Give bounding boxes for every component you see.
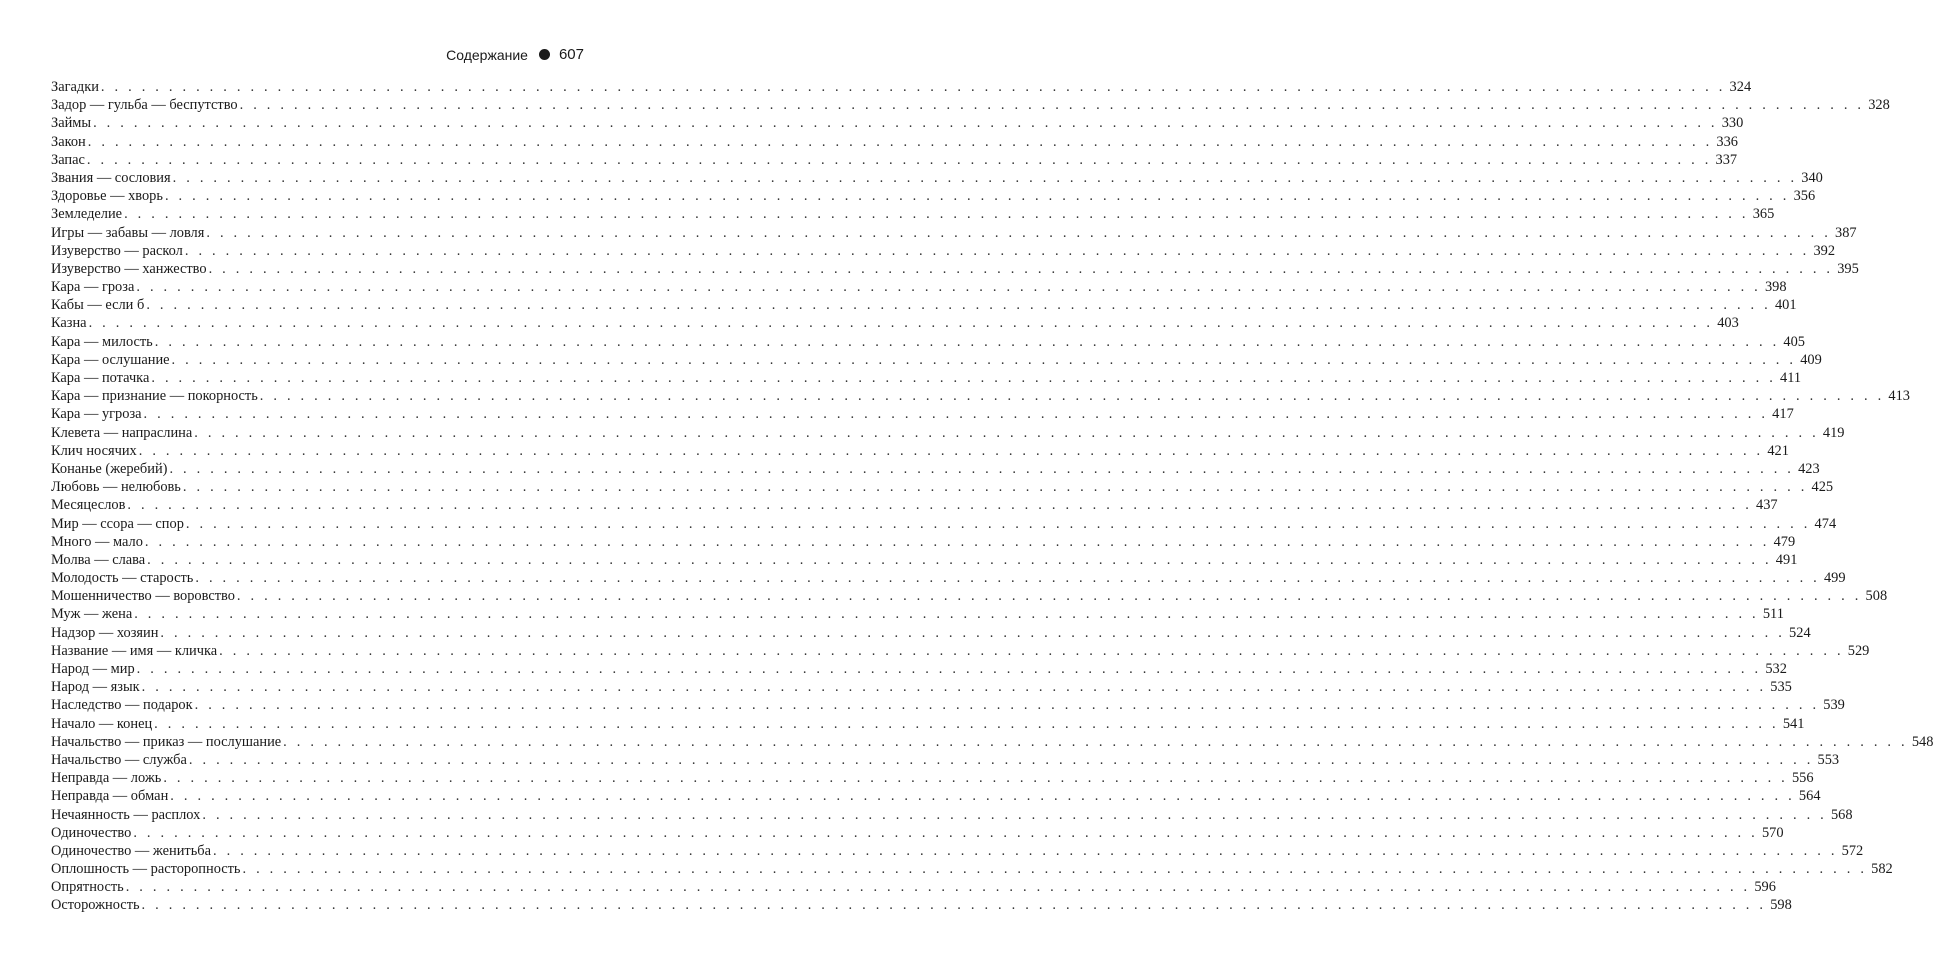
dot-leader: . . . . . . . . . . . . . . . . . . . . . . . . . . . . . . . . . . . . . . . . . . . . . . . . . . . . . . . . . . . . . . . . . . . . . . . . . . . . . . . . . . . . . . . . . . . . . . . . . . . . . . . . . . . . . . . . . . . . . . . .	[144, 533, 1770, 550]
toc-entry-page: 541	[1782, 715, 1805, 732]
toc-entry-title: Кара — милость	[51, 333, 153, 350]
dot-leader: . . . . . . . . . . . . . . . . . . . . . . . . . . . . . . . . . . . . . . . . . . . . . . . . . . . . . . . . . . . . . . . . . . . . . . . . . . . . . . . . . . . . . . . . . . . . . . . . . . . . . . . . . . . . . . . . . . . . . . . .	[147, 551, 1772, 568]
toc-entry	[51, 605, 1784, 623]
toc-entry	[51, 478, 1834, 496]
toc-entry-title: Задор — гульба — беспутство	[51, 97, 238, 114]
toc-entry	[51, 278, 1787, 296]
toc-entry-page: 532	[1765, 661, 1787, 677]
toc-entry-title: Игры — забавы — ловля	[51, 224, 205, 241]
toc-entry	[51, 187, 1816, 205]
toc-entry-page: 423	[1798, 460, 1820, 477]
toc-entry-title: Звания — сословия	[51, 169, 171, 186]
toc-entry-title: Кара — ослушание	[51, 351, 170, 368]
dot-leader: . . . . . . . . . . . . . . . . . . . . . . . . . . . . . . . . . . . . . . . . . . . . . . . . . . . . . . . . . . . . . . . . . . . . . . . . . . . . . . . . . . . . . . . . . . . . . . . . . . . . . . . . . . . . . . . . . . . . . . . .	[219, 642, 1844, 659]
toc-entry-title: Запас	[51, 151, 85, 168]
toc-entry-page: 324	[1729, 79, 1752, 95]
toc-entry-title: Народ — мир	[51, 661, 135, 677]
toc-entry-title: Месяцеслов	[51, 497, 126, 514]
dot-leader: . . . . . . . . . . . . . . . . . . . . . . . . . . . . . . . . . . . . . . . . . . . . . . . . . . . . . . . . . . . . . . . . . . . . . . . . . . . . . . . . . . . . . . . . . . . . . . . . . . . . . . . . . . . . . . . . . . . . . . . .	[283, 733, 1908, 750]
toc-entry	[51, 78, 1752, 96]
toc-entry-page: 529	[1847, 642, 1870, 659]
dot-leader: . . . . . . . . . . . . . . . . . . . . . . . . . . . . . . . . . . . . . . . . . . . . . . . . . . . . . . . . . . . . . . . . . . . . . . . . . . . . . . . . . . . . . . . . . . . . . . . . . . . . . . . . . . . . . . . . . . . . . . . .	[143, 406, 1769, 423]
toc-entry	[51, 405, 1794, 423]
toc-entry-title: Осторожность	[51, 897, 140, 914]
toc-entry	[51, 642, 1870, 660]
toc-entry-title: Надзор — хозяин	[51, 624, 159, 641]
toc-entry-title: Оплошность — расторопность	[51, 861, 241, 878]
toc-entry-title: Кара — потачка	[51, 370, 150, 386]
dot-leader: . . . . . . . . . . . . . . . . . . . . . . . . . . . . . . . . . . . . . . . . . . . . . . . . . . . . . . . . . . . . . . . . . . . . . . . . . . . . . . . . . . . . . . . . . . . . . . . . . . . . . . . . . . . . . . . . . . . . . . . .	[163, 770, 1788, 787]
toc-entry	[51, 806, 1853, 824]
toc-entry	[51, 314, 1739, 332]
toc-entry-title: Любовь — нелюбовь	[51, 479, 181, 496]
toc-entry	[51, 733, 1933, 751]
toc-entry-page: 598	[1770, 897, 1792, 914]
toc-entry-page: 336	[1716, 133, 1738, 150]
dot-leader: . . . . . . . . . . . . . . . . . . . . . . . . . . . . . . . . . . . . . . . . . . . . . . . . . . . . . . . . . . . . . . . . . . . . . . . . . . . . . . . . . . . . . . . . . . . . . . . . . . . . . . . . . . . . . . . . . . . . . . . .	[146, 297, 1771, 314]
toc-entry-title: Молодость — старость	[51, 570, 194, 587]
toc-entry-page: 365	[1752, 206, 1775, 223]
toc-entry	[51, 842, 1864, 860]
table-of-contents	[51, 78, 1933, 915]
dot-leader: . . . . . . . . . . . . . . . . . . . . . . . . . . . . . . . . . . . . . . . . . . . . . . . . . . . . . . . . . . . . . . . . . . . . . . . . . . . . . . . . . . . . . . . . . . . . . . . . . . . . . . . . . . . . . . . . . . . . . . . .	[170, 788, 1795, 805]
toc-entry	[51, 896, 1792, 914]
toc-entry	[51, 678, 1792, 696]
toc-entry	[51, 878, 1776, 896]
toc-entry	[51, 551, 1798, 569]
page-number: 607	[558, 46, 584, 63]
dot-leader: . . . . . . . . . . . . . . . . . . . . . . . . . . . . . . . . . . . . . . . . . . . . . . . . . . . . . . . . . . . . . . . . . . . . . . . . . . . . . . . . . . . . . . . . . . . . . . . . . . . . . . . . . . . . . . . . . . . . . . . .	[93, 115, 1718, 132]
dot-leader: . . . . . . . . . . . . . . . . . . . . . . . . . . . . . . . . . . . . . . . . . . . . . . . . . . . . . . . . . . . . . . . . . . . . . . . . . . . . . . . . . . . . . . . . . . . . . . . . . . . . . . . . . . . . . . . . . . . . . . . .	[141, 679, 1767, 696]
toc-entry-page: 417	[1772, 406, 1794, 423]
toc-entry-page: 548	[1911, 733, 1933, 750]
toc-entry-title: Молва — слава	[51, 551, 146, 568]
toc-entry	[51, 787, 1821, 805]
toc-entry-page: 337	[1715, 151, 1738, 168]
toc-entry	[51, 114, 1744, 132]
dot-leader: . . . . . . . . . . . . . . . . . . . . . . . . . . . . . . . . . . . . . . . . . . . . . . . . . . . . . . . . . . . . . . . . . . . . . . . . . . . . . . . . . . . . . . . . . . . . . . . . . . . . . . . . . . . . . . . . . . . . . . . .	[151, 370, 1776, 386]
toc-entry	[51, 696, 1845, 714]
toc-entry-page: 411	[1780, 370, 1802, 386]
dot-leader: . . . . . . . . . . . . . . . . . . . . . . . . . . . . . . . . . . . . . . . . . . . . . . . . . . . . . . . . . . . . . . . . . . . . . . . . . . . . . . . . . . . . . . . . . . . . . . . . . . . . . . . . . . . . . . . . . . . . . . . .	[242, 861, 1868, 878]
toc-entry-title: Одиночество — женитьба	[51, 842, 211, 859]
toc-entry	[51, 205, 1775, 223]
toc-entry-title: Нечаянность — расплох	[51, 806, 201, 823]
dot-leader: . . . . . . . . . . . . . . . . . . . . . . . . . . . . . . . . . . . . . . . . . . . . . . . . . . . . . . . . . . . . . . . . . . . . . . . . . . . . . . . . . . . . . . . . . . . . . . . . . . . . . . . . . . . . . . . . . . . . . . . .	[100, 79, 1726, 95]
toc-entry	[51, 169, 1823, 187]
toc-entry-page: 330	[1721, 115, 1744, 132]
toc-entry-page: 570	[1761, 824, 1784, 841]
dot-leader: . . . . . . . . . . . . . . . . . . . . . . . . . . . . . . . . . . . . . . . . . . . . . . . . . . . . . . . . . . . . . . . . . . . . . . . . . . . . . . . . . . . . . . . . . . . . . . . . . . . . . . . . . . . . . . . . . . . . . . . .	[88, 315, 1714, 332]
toc-entry	[51, 569, 1846, 587]
toc-entry-title: Изуверство — ханжество	[51, 260, 207, 277]
toc-entry-page: 405	[1783, 333, 1805, 350]
toc-entry	[51, 496, 1778, 514]
toc-entry-page: 553	[1817, 751, 1840, 768]
dot-leader: . . . . . . . . . . . . . . . . . . . . . . . . . . . . . . . . . . . . . . . . . . . . . . . . . . . . . . . . . . . . . . . . . . . . . . . . . . . . . . . . . . . . . . . . . . . . . . . . . . . . . . . . . . . . . . . . . . . . . . . .	[236, 588, 1862, 605]
toc-entry-title: Кара — признание — покорность	[51, 388, 258, 405]
toc-entry-page: 356	[1793, 188, 1816, 205]
toc-entry-title: Клевета — напраслина	[51, 424, 193, 441]
dot-leader: . . . . . . . . . . . . . . . . . . . . . . . . . . . . . . . . . . . . . . . . . . . . . . . . . . . . . . . . . . . . . . . . . . . . . . . . . . . . . . . . . . . . . . . . . . . . . . . . . . . . . . . . . . . . . . . . . . . . . . . .	[169, 460, 1795, 477]
toc-entry	[51, 715, 1805, 733]
dot-leader: . . . . . . . . . . . . . . . . . . . . . . . . . . . . . . . . . . . . . . . . . . . . . . . . . . . . . . . . . . . . . . . . . . . . . . . . . . . . . . . . . . . . . . . . . . . . . . . . . . . . . . . . . . . . . . . . . . . . . . . .	[164, 188, 1790, 205]
toc-entry-page: 425	[1811, 479, 1834, 496]
toc-entry	[51, 442, 1789, 460]
dot-leader: . . . . . . . . . . . . . . . . . . . . . . . . . . . . . . . . . . . . . . . . . . . . . . . . . . . . . . . . . . . . . . . . . . . . . . . . . . . . . . . . . . . . . . . . . . . . . . . . . . . . . . . . . . . . . . . . . . . . . . . .	[136, 661, 1762, 677]
dot-leader: . . . . . . . . . . . . . . . . . . . . . . . . . . . . . . . . . . . . . . . . . . . . . . . . . . . . . . . . . . . . . . . . . . . . . . . . . . . . . . . . . . . . . . . . . . . . . . . . . . . . . . . . . . . . . . . . . . . . . . . .	[213, 842, 1838, 859]
dot-leader: . . . . . . . . . . . . . . . . . . . . . . . . . . . . . . . . . . . . . . . . . . . . . . . . . . . . . . . . . . . . . . . . . . . . . . . . . . . . . . . . . . . . . . . . . . . . . . . . . . . . . . . . . . . . . . . . . . . . . . . .	[184, 242, 1810, 259]
toc-entry-title: Неправда — обман	[51, 788, 169, 805]
dot-leader: . . . . . . . . . . . . . . . . . . . . . . . . . . . . . . . . . . . . . . . . . . . . . . . . . . . . . . . . . . . . . . . . . . . . . . . . . . . . . . . . . . . . . . . . . . . . . . . . . . . . . . . . . . . . . . . . . . . . . . . .	[182, 479, 1808, 496]
dot-leader: . . . . . . . . . . . . . . . . . . . . . . . . . . . . . . . . . . . . . . . . . . . . . . . . . . . . . . . . . . . . . . . . . . . . . . . . . . . . . . . . . . . . . . . . . . . . . . . . . . . . . . . . . . . . . . . . . . . . . . . .	[185, 515, 1811, 532]
toc-entry-page: 328	[1868, 97, 1890, 114]
toc-entry-page: 409	[1800, 351, 1822, 368]
toc-entry-page: 479	[1773, 533, 1796, 550]
toc-entry-title: Мир — ссора — спор	[51, 515, 184, 532]
dot-leader: . . . . . . . . . . . . . . . . . . . . . . . . . . . . . . . . . . . . . . . . . . . . . . . . . . . . . . . . . . . . . . . . . . . . . . . . . . . . . . . . . . . . . . . . . . . . . . . . . . . . . . . . . . . . . . . . . . . . . . . .	[195, 570, 1820, 587]
toc-entry-title: Загадки	[51, 79, 99, 95]
dot-leader: . . . . . . . . . . . . . . . . . . . . . . . . . . . . . . . . . . . . . . . . . . . . . . . . . . . . . . . . . . . . . . . . . . . . . . . . . . . . . . . . . . . . . . . . . . . . . . . . . . . . . . . . . . . . . . . . . . . . . . . .	[202, 806, 1827, 823]
toc-entry-title: Закон	[51, 133, 86, 150]
toc-entry	[51, 424, 1845, 442]
toc-entry	[51, 660, 1787, 678]
dot-leader: . . . . . . . . . . . . . . . . . . . . . . . . . . . . . . . . . . . . . . . . . . . . . . . . . . . . . . . . . . . . . . . . . . . . . . . . . . . . . . . . . . . . . . . . . . . . . . . . . . . . . . . . . . . . . . . . . . . . . . . .	[194, 697, 1820, 714]
toc-entry-title: Здоровье — хворь	[51, 188, 163, 205]
toc-entry-title: Кара — угроза	[51, 406, 142, 423]
dot-leader: . . . . . . . . . . . . . . . . . . . . . . . . . . . . . . . . . . . . . . . . . . . . . . . . . . . . . . . . . . . . . . . . . . . . . . . . . . . . . . . . . . . . . . . . . . . . . . . . . . . . . . . . . . . . . . . . . . . . . . . .	[141, 897, 1767, 914]
toc-entry	[51, 351, 1822, 369]
toc-entry-page: 539	[1823, 697, 1845, 714]
dot-leader: . . . . . . . . . . . . . . . . . . . . . . . . . . . . . . . . . . . . . . . . . . . . . . . . . . . . . . . . . . . . . . . . . . . . . . . . . . . . . . . . . . . . . . . . . . . . . . . . . . . . . . . . . . . . . . . . . . . . . . . .	[154, 333, 1780, 350]
toc-entry	[51, 533, 1796, 551]
dot-leader: . . . . . . . . . . . . . . . . . . . . . . . . . . . . . . . . . . . . . . . . . . . . . . . . . . . . . . . . . . . . . . . . . . . . . . . . . . . . . . . . . . . . . . . . . . . . . . . . . . . . . . . . . . . . . . . . . . . . . . . .	[154, 715, 1779, 732]
toc-entry	[51, 824, 1784, 842]
toc-entry-title: Много — мало	[51, 533, 143, 550]
toc-entry-title: Кабы — если б	[51, 297, 145, 314]
dot-leader: . . . . . . . . . . . . . . . . . . . . . . . . . . . . . . . . . . . . . . . . . . . . . . . . . . . . . . . . . . . . . . . . . . . . . . . . . . . . . . . . . . . . . . . . . . . . . . . . . . . . . . . . . . . . . . . . . . . . . . . .	[239, 97, 1865, 114]
toc-entry	[51, 333, 1805, 351]
toc-entry	[51, 387, 1910, 405]
toc-entry-page: 568	[1830, 806, 1853, 823]
toc-entry-title: Изуверство — раскол	[51, 242, 183, 259]
toc-entry-page: 474	[1814, 515, 1837, 532]
toc-entry-title: Наследство — подарок	[51, 697, 193, 714]
toc-entry	[51, 133, 1738, 151]
toc-entry-title: Казна	[51, 315, 87, 332]
toc-entry-page: 413	[1888, 388, 1910, 405]
dot-leader: . . . . . . . . . . . . . . . . . . . . . . . . . . . . . . . . . . . . . . . . . . . . . . . . . . . . . . . . . . . . . . . . . . . . . . . . . . . . . . . . . . . . . . . . . . . . . . . . . . . . . . . . . . . . . . . . . . . . . . . .	[194, 424, 1819, 441]
dot-leader: . . . . . . . . . . . . . . . . . . . . . . . . . . . . . . . . . . . . . . . . . . . . . . . . . . . . . . . . . . . . . . . . . . . . . . . . . . . . . . . . . . . . . . . . . . . . . . . . . . . . . . . . . . . . . . . . . . . . . . . .	[127, 497, 1753, 514]
dot-leader: . . . . . . . . . . . . . . . . . . . . . . . . . . . . . . . . . . . . . . . . . . . . . . . . . . . . . . . . . . . . . . . . . . . . . . . . . . . . . . . . . . . . . . . . . . . . . . . . . . . . . . . . . . . . . . . . . . . . . . . .	[208, 260, 1834, 277]
toc-entry-page: 392	[1813, 242, 1836, 259]
toc-entry-page: 564	[1798, 788, 1821, 805]
toc-entry-page: 419	[1822, 424, 1845, 441]
toc-entry-page: 401	[1774, 297, 1797, 314]
toc-entry-page: 508	[1865, 588, 1888, 605]
toc-entry-page: 556	[1791, 770, 1814, 787]
toc-entry	[51, 751, 1840, 769]
toc-entry-title: Конанье (жеребий)	[51, 460, 168, 477]
toc-entry	[51, 769, 1814, 787]
running-header	[446, 46, 584, 63]
toc-entry-page: 437	[1756, 497, 1778, 514]
dot-leader: . . . . . . . . . . . . . . . . . . . . . . . . . . . . . . . . . . . . . . . . . . . . . . . . . . . . . . . . . . . . . . . . . . . . . . . . . . . . . . . . . . . . . . . . . . . . . . . . . . . . . . . . . . . . . . . . . . . . . . . .	[134, 606, 1759, 623]
toc-entry-page: 535	[1770, 679, 1792, 696]
toc-entry	[51, 369, 1802, 387]
dot-leader: . . . . . . . . . . . . . . . . . . . . . . . . . . . . . . . . . . . . . . . . . . . . . . . . . . . . . . . . . . . . . . . . . . . . . . . . . . . . . . . . . . . . . . . . . . . . . . . . . . . . . . . . . . . . . . . . . . . . . . . .	[206, 224, 1831, 241]
toc-entry-page: 421	[1767, 442, 1789, 459]
toc-entry-title: Начало — конец	[51, 715, 153, 732]
toc-entry-title: Клич носячих	[51, 442, 137, 459]
toc-entry-page: 596	[1754, 879, 1776, 896]
toc-entry-title: Мошенничество — воровство	[51, 588, 235, 605]
dot-leader: . . . . . . . . . . . . . . . . . . . . . . . . . . . . . . . . . . . . . . . . . . . . . . . . . . . . . . . . . . . . . . . . . . . . . . . . . . . . . . . . . . . . . . . . . . . . . . . . . . . . . . . . . . . . . . . . . . . . . . . .	[160, 624, 1786, 641]
section-title: Содержание	[446, 46, 528, 63]
toc-entry	[51, 224, 1857, 242]
dot-leader: . . . . . . . . . . . . . . . . . . . . . . . . . . . . . . . . . . . . . . . . . . . . . . . . . . . . . . . . . . . . . . . . . . . . . . . . . . . . . . . . . . . . . . . . . . . . . . . . . . . . . . . . . . . . . . . . . . . . . . . .	[125, 879, 1751, 896]
dot-leader: . . . . . . . . . . . . . . . . . . . . . . . . . . . . . . . . . . . . . . . . . . . . . . . . . . . . . . . . . . . . . . . . . . . . . . . . . . . . . . . . . . . . . . . . . . . . . . . . . . . . . . . . . . . . . . . . . . . . . . . .	[124, 206, 1749, 223]
toc-entry-page: 340	[1801, 169, 1823, 186]
toc-entry-page: 499	[1823, 570, 1846, 587]
toc-entry-page: 403	[1717, 315, 1739, 332]
toc-entry-title: Опрятность	[51, 879, 124, 896]
toc-entry-title: Название — имя — кличка	[51, 642, 218, 659]
dot-leader: . . . . . . . . . . . . . . . . . . . . . . . . . . . . . . . . . . . . . . . . . . . . . . . . . . . . . . . . . . . . . . . . . . . . . . . . . . . . . . . . . . . . . . . . . . . . . . . . . . . . . . . . . . . . . . . . . . . . . . . .	[133, 824, 1758, 841]
toc-entry-title: Муж — жена	[51, 606, 133, 623]
toc-entry-page: 511	[1762, 606, 1784, 623]
dot-leader: . . . . . . . . . . . . . . . . . . . . . . . . . . . . . . . . . . . . . . . . . . . . . . . . . . . . . . . . . . . . . . . . . . . . . . . . . . . . . . . . . . . . . . . . . . . . . . . . . . . . . . . . . . . . . . . . . . . . . . . .	[259, 388, 1885, 405]
toc-entry	[51, 296, 1797, 314]
dot-leader: . . . . . . . . . . . . . . . . . . . . . . . . . . . . . . . . . . . . . . . . . . . . . . . . . . . . . . . . . . . . . . . . . . . . . . . . . . . . . . . . . . . . . . . . . . . . . . . . . . . . . . . . . . . . . . . . . . . . . . . .	[136, 279, 1761, 296]
toc-entry-page: 387	[1835, 224, 1857, 241]
toc-entry	[51, 515, 1837, 533]
bullet-dot-icon	[539, 49, 550, 60]
toc-entry-title: Займы	[51, 115, 92, 132]
dot-leader: . . . . . . . . . . . . . . . . . . . . . . . . . . . . . . . . . . . . . . . . . . . . . . . . . . . . . . . . . . . . . . . . . . . . . . . . . . . . . . . . . . . . . . . . . . . . . . . . . . . . . . . . . . . . . . . . . . . . . . . .	[138, 442, 1764, 459]
toc-entry-page: 524	[1789, 624, 1811, 641]
toc-entry	[51, 460, 1820, 478]
toc-entry	[51, 624, 1811, 642]
toc-entry	[51, 587, 1888, 605]
dot-leader: . . . . . . . . . . . . . . . . . . . . . . . . . . . . . . . . . . . . . . . . . . . . . . . . . . . . . . . . . . . . . . . . . . . . . . . . . . . . . . . . . . . . . . . . . . . . . . . . . . . . . . . . . . . . . . . . . . . . . . . .	[188, 751, 1814, 768]
toc-entry-page: 395	[1837, 260, 1859, 277]
toc-entry-page: 572	[1841, 842, 1864, 859]
toc-entry-page: 582	[1871, 861, 1893, 878]
toc-entry-title: Народ — язык	[51, 679, 140, 696]
toc-entry-page: 398	[1764, 279, 1787, 296]
dot-leader: . . . . . . . . . . . . . . . . . . . . . . . . . . . . . . . . . . . . . . . . . . . . . . . . . . . . . . . . . . . . . . . . . . . . . . . . . . . . . . . . . . . . . . . . . . . . . . . . . . . . . . . . . . . . . . . . . . . . . . . .	[171, 351, 1797, 368]
toc-entry-title: Начальство — приказ — послушание	[51, 733, 282, 750]
toc-entry	[51, 96, 1890, 114]
dot-leader: . . . . . . . . . . . . . . . . . . . . . . . . . . . . . . . . . . . . . . . . . . . . . . . . . . . . . . . . . . . . . . . . . . . . . . . . . . . . . . . . . . . . . . . . . . . . . . . . . . . . . . . . . . . . . . . . . . . . . . . .	[87, 133, 1713, 150]
toc-entry-title: Неправда — ложь	[51, 770, 162, 787]
toc-entry-title: Одиночество	[51, 824, 132, 841]
toc-entry	[51, 151, 1738, 169]
toc-entry-title: Начальство — служба	[51, 751, 187, 768]
dot-leader: . . . . . . . . . . . . . . . . . . . . . . . . . . . . . . . . . . . . . . . . . . . . . . . . . . . . . . . . . . . . . . . . . . . . . . . . . . . . . . . . . . . . . . . . . . . . . . . . . . . . . . . . . . . . . . . . . . . . . . . .	[86, 151, 1712, 168]
toc-entry-page: 491	[1775, 551, 1798, 568]
toc-entry	[51, 260, 1859, 278]
toc-entry	[51, 242, 1836, 260]
toc-entry	[51, 860, 1893, 878]
toc-entry-title: Земледелие	[51, 206, 123, 223]
dot-leader: . . . . . . . . . . . . . . . . . . . . . . . . . . . . . . . . . . . . . . . . . . . . . . . . . . . . . . . . . . . . . . . . . . . . . . . . . . . . . . . . . . . . . . . . . . . . . . . . . . . . . . . . . . . . . . . . . . . . . . . .	[172, 169, 1798, 186]
toc-entry-title: Кара — гроза	[51, 279, 135, 296]
